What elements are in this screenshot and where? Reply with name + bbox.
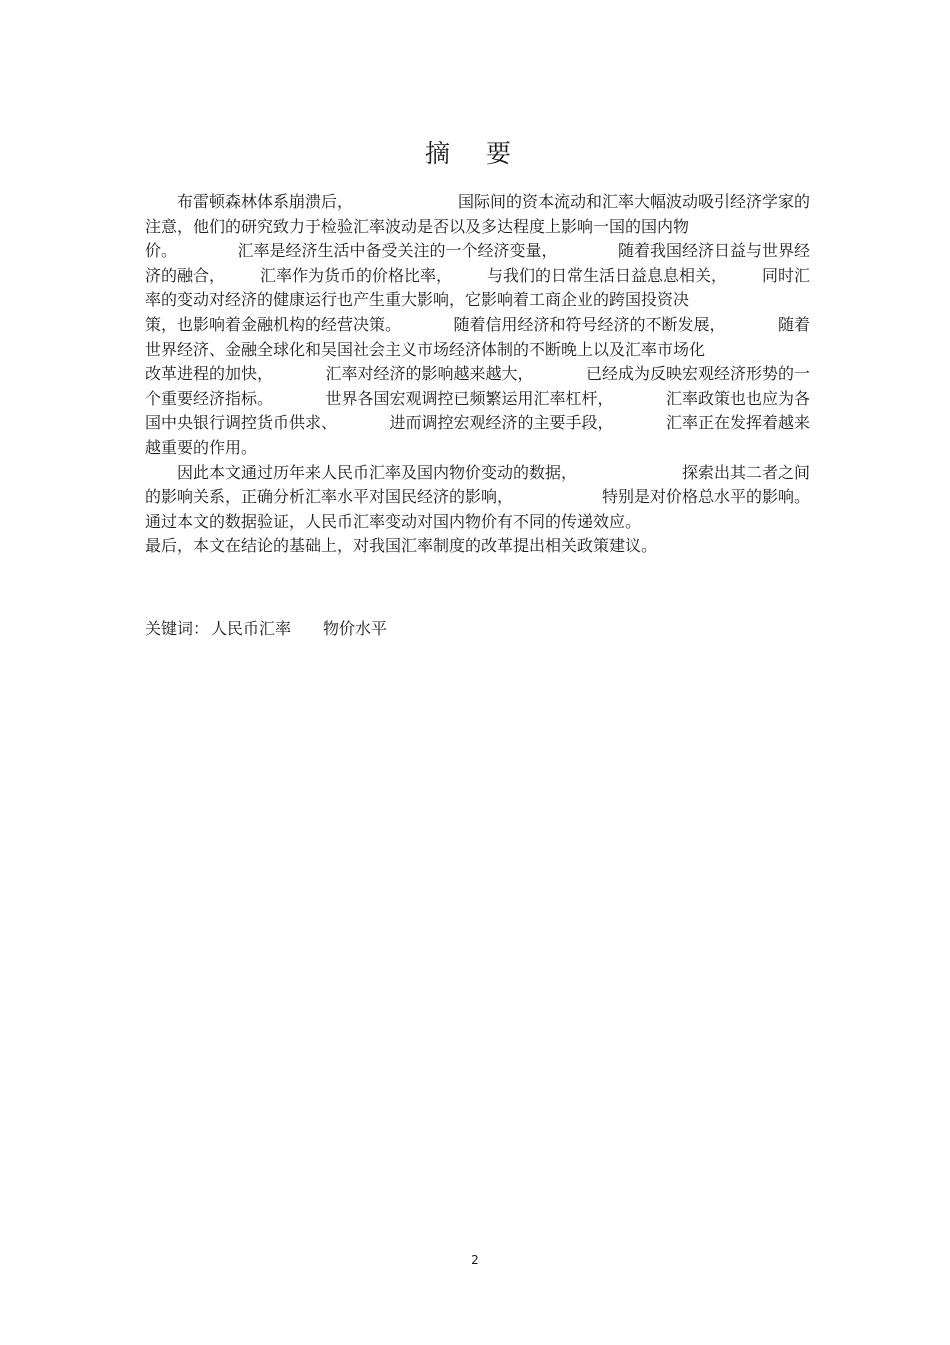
text-segment: 同时汇 (761, 265, 810, 285)
abstract-line (145, 215, 810, 240)
abstract-title: 摘 要 (425, 139, 525, 168)
text-segment: 通过本文的数据验证，人民币汇率变动对国内物价有不同的传递效应。 (145, 511, 642, 531)
text-segment: 世界各国宏观调控已频繁运用汇率杠杆， (325, 388, 614, 408)
text-segment: 国中央银行调控货币供求、 (145, 413, 338, 433)
abstract-body (145, 190, 810, 559)
keywords-label: 关键词： (145, 619, 210, 638)
keywords-line (145, 617, 387, 641)
abstract-line (145, 313, 810, 338)
keyword-item: 物价水平 (323, 619, 388, 638)
page-number: 2 (471, 1253, 479, 1267)
text-segment: 注意，他们的研究致力于检验汇率波动是否以及多达程度上影响一国的国内物 (145, 216, 690, 236)
abstract-line (145, 534, 810, 559)
abstract-line (145, 411, 810, 436)
abstract-line (145, 338, 810, 363)
abstract-line (145, 362, 810, 387)
abstract-line (145, 461, 810, 486)
text-segment: 率的变动对经济的健康运行也产生重大影响，它影响着工商企业的跨国投资决 (145, 290, 690, 310)
abstract-line (145, 288, 810, 313)
abstract-line (145, 190, 810, 215)
abstract-line (145, 510, 810, 535)
abstract-line (145, 485, 810, 510)
text-segment: 最后，本文在结论的基础上，对我国汇率制度的改革提出相关政策建议。 (145, 536, 658, 556)
text-segment: 因此本文通过历年来人民币汇率及国内物价变动的数据， (177, 462, 578, 482)
text-segment: 济的融合， (145, 265, 226, 285)
abstract-line (145, 264, 810, 289)
text-segment: 布雷顿森林体系崩溃后， (177, 192, 354, 211)
text-segment: 改革进程的加快， (145, 364, 274, 384)
abstract-line (145, 387, 810, 412)
text-segment: 价。 (145, 241, 178, 261)
text-segment: 特别是对价格总水平的影响。 (601, 487, 810, 507)
keyword-item: 人民币汇率 (211, 619, 292, 638)
text-segment: 汇率作为货币的价格比率， (259, 265, 452, 285)
text-segment: 汇率正在发挥着越来 (665, 413, 810, 433)
text-segment: 策，也影响着金融机构的经营决策。 (145, 314, 402, 334)
text-segment: 随着 (777, 314, 810, 334)
text-segment: 世界经济、金融全球化和吴国社会主义市场经济体制的不断晚上以及汇率市场化 (145, 339, 706, 359)
text-segment: 随着信用经济和符号经济的不断发展， (453, 314, 726, 334)
abstract-line (145, 436, 810, 461)
text-segment: 汇率对经济的影响越来越大， (325, 364, 534, 384)
text-segment: 汇率是经济生活中备受关注的一个经济变量， (237, 241, 558, 261)
text-segment: 进而调控宏观经济的主要手段， (389, 413, 614, 433)
text-segment: 的影响关系，正确分析汇率水平对国民经济的影响， (145, 487, 514, 507)
text-segment: 个重要经济指标。 (145, 388, 274, 408)
text-segment: 汇率政策也也应为各 (665, 388, 810, 408)
text-segment: 越重要的作用。 (145, 437, 258, 457)
text-segment: 国际间的资本流动和汇率大幅波动吸引经济学家的 (457, 192, 810, 211)
text-segment: 探索出其二者之间 (681, 462, 810, 482)
abstract-line (145, 239, 810, 264)
text-segment: 与我们的日常生活日益息息相关， (486, 265, 727, 285)
text-segment: 随着我国经济日益与世界经 (617, 241, 810, 261)
text-segment: 已经成为反映宏观经济形势的一 (585, 364, 810, 384)
